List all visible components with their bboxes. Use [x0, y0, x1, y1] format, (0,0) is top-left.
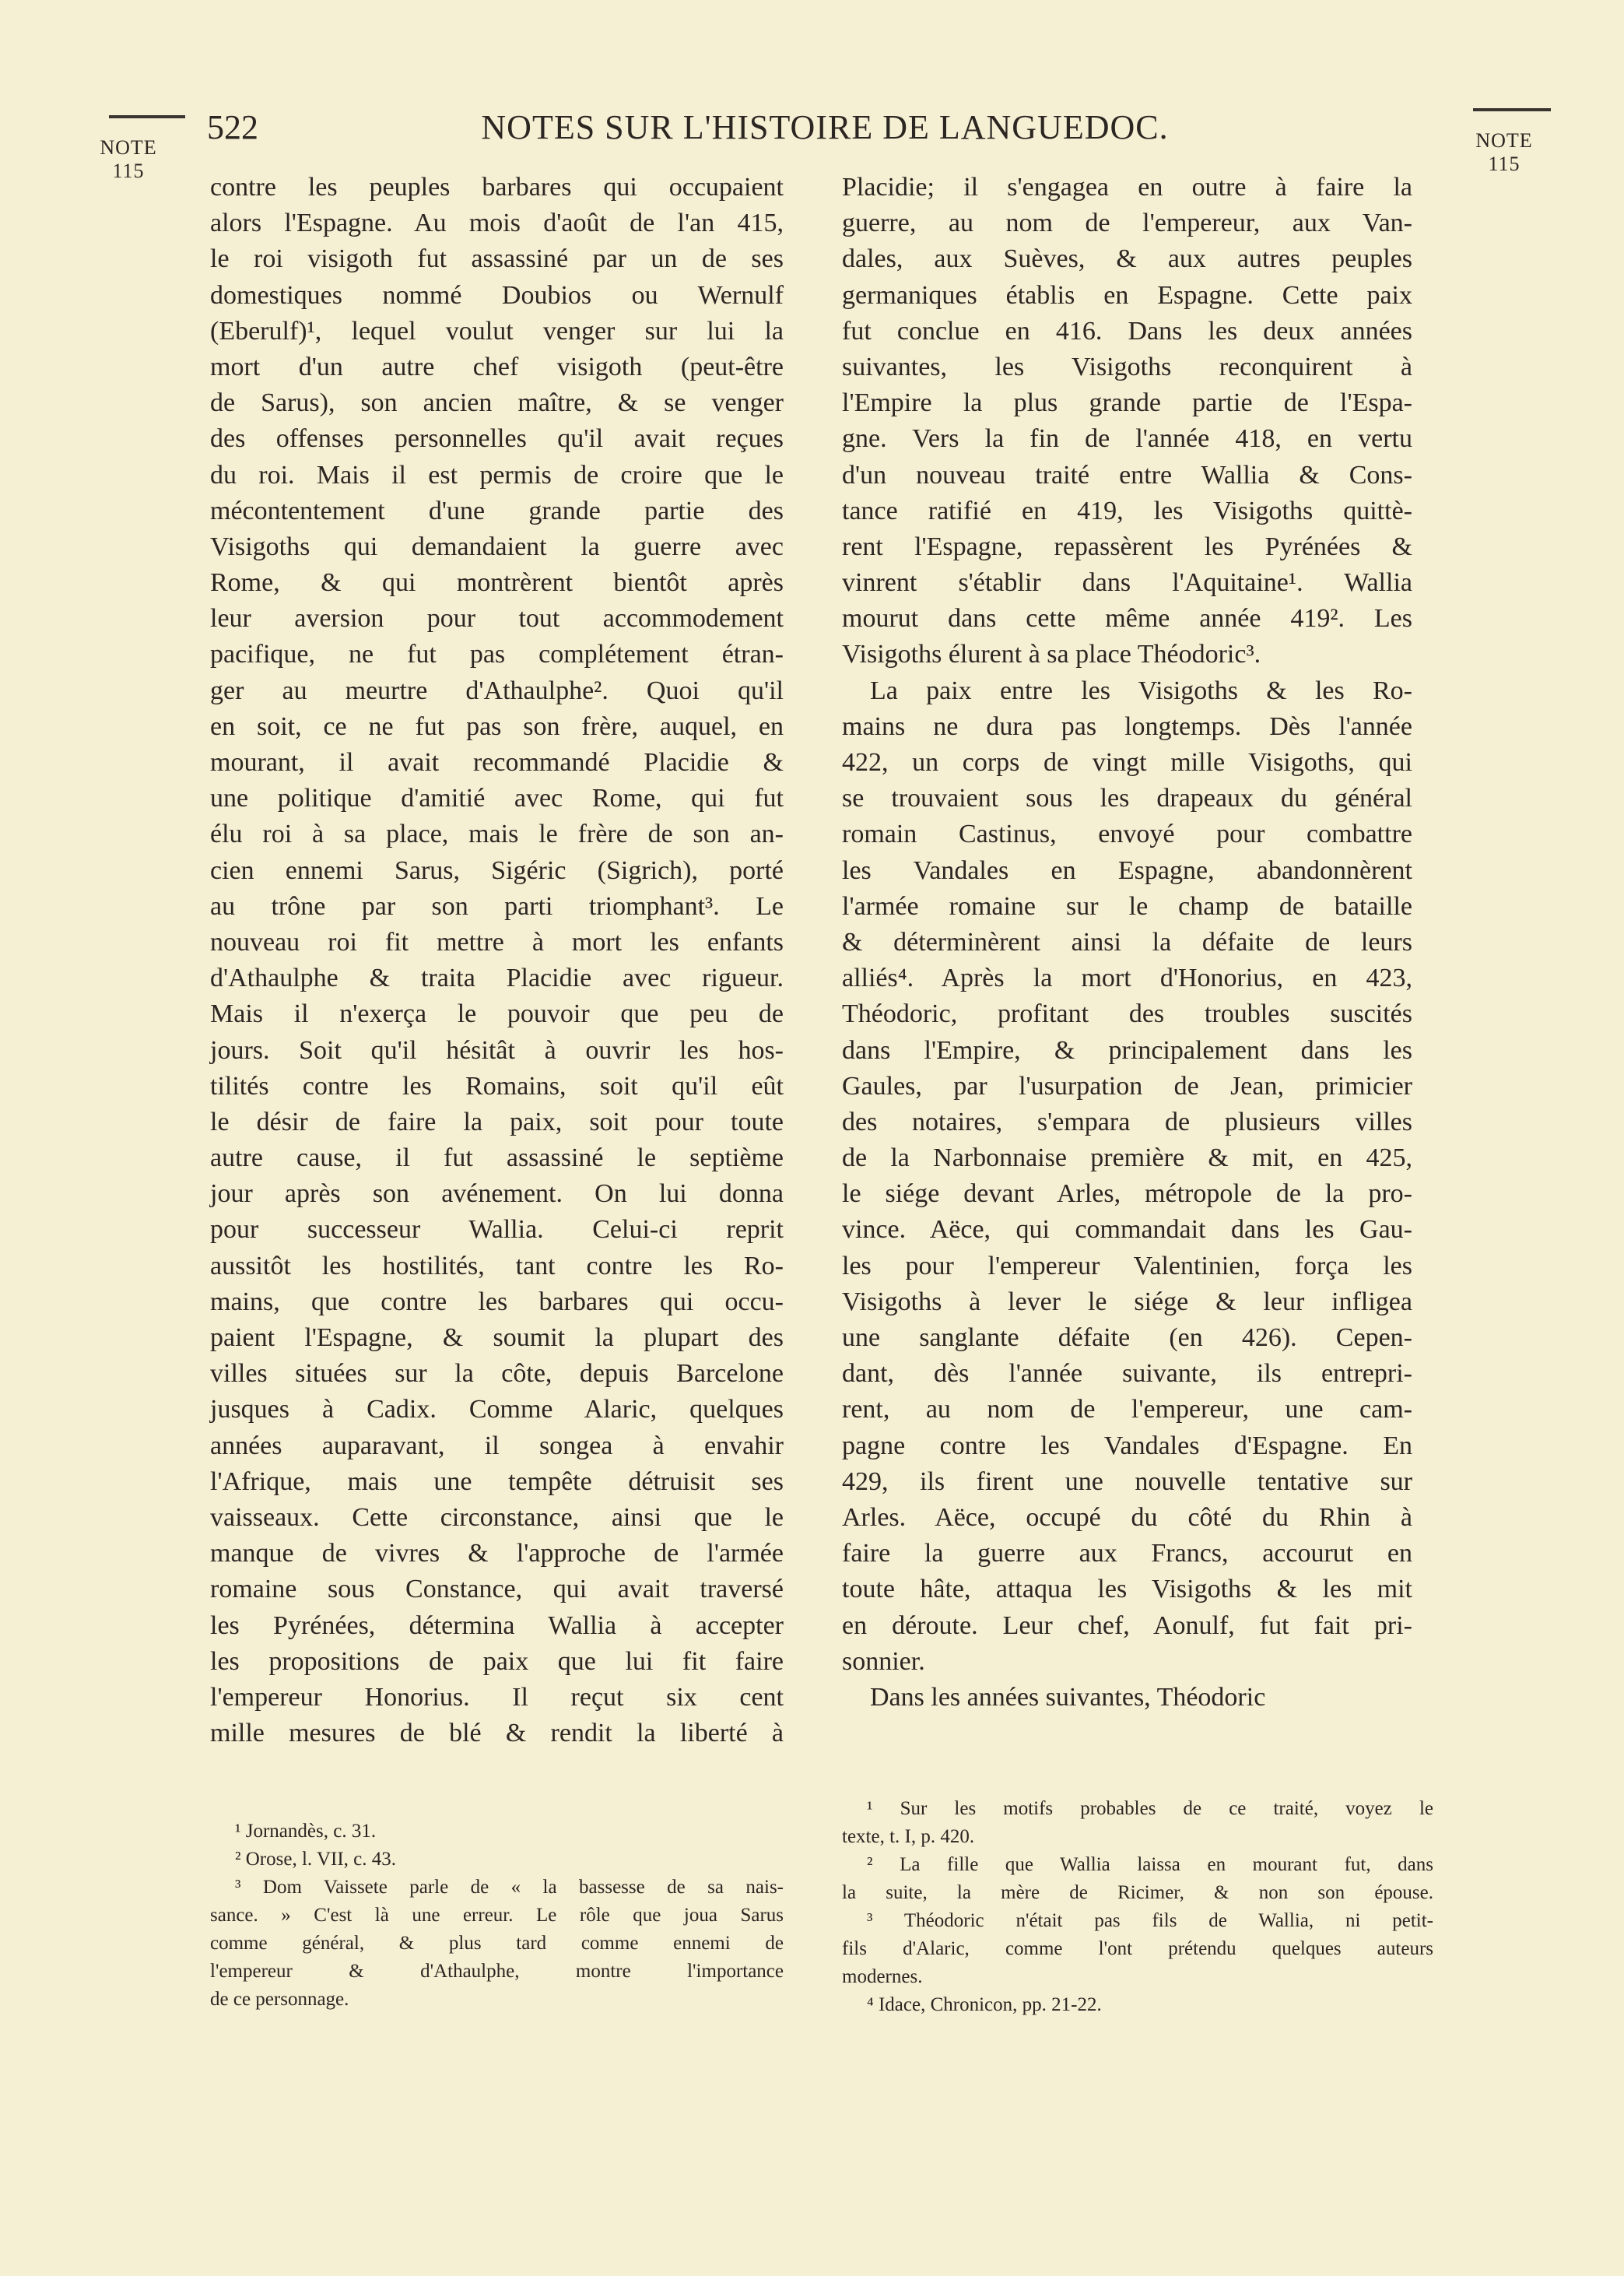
- text-line: autre cause, il fut assassiné le septième: [210, 1143, 784, 1173]
- body-column-left: [210, 170, 784, 1751]
- text-line: sonnier.: [842, 1646, 925, 1676]
- text-line: (Eberulf)¹, lequel voulut venger sur lui la: [210, 316, 784, 346]
- footnote-line: ¹ Sur les motifs probables de ce traité, voyez le: [867, 1798, 1433, 1819]
- text-line: gne. Vers la fin de l'année 418, en vertu: [842, 424, 1412, 454]
- margin-note-number: 115: [112, 160, 145, 182]
- text-line: dant, dès l'année suivante, ils entrepri-: [842, 1359, 1412, 1389]
- text-line: La paix entre les Visigoths & les Ro-: [870, 676, 1412, 705]
- text-line: Théodoric, profitant des troubles suscités: [842, 999, 1412, 1029]
- footnote-line: ⁴ Idace, Chronicon, pp. 21-22.: [867, 1994, 1102, 2015]
- text-line: mourut dans cette même année 419². Les: [842, 604, 1412, 634]
- text-line: jusques à Cadix. Comme Alaric, quelques: [210, 1395, 784, 1424]
- margin-note-left: [97, 136, 160, 183]
- footnote-line: comme général, & plus tard comme ennemi de: [210, 1933, 784, 1954]
- text-line: contre les peuples barbares qui occupaient: [210, 173, 784, 202]
- text-line: cien ennemi Sarus, Sigéric (Sigrich), porté: [210, 855, 784, 885]
- text-line: pour successeur Wallia. Celui-ci reprit: [210, 1215, 784, 1245]
- text-line: jour après son avénement. On lui donna: [210, 1179, 784, 1209]
- text-line: l'empereur Honorius. Il reçut six cent: [210, 1682, 784, 1712]
- text-line: rent l'Espagne, repassèrent les Pyrénées &: [842, 532, 1412, 561]
- text-line: pacifique, ne fut pas complétement étran-: [210, 640, 784, 669]
- header-rule-left: [109, 115, 185, 118]
- text-line: germaniques établis en Espagne. Cette paix: [842, 280, 1412, 310]
- margin-note-label: NOTE: [1475, 129, 1533, 152]
- text-line: une sanglante défaite (en 426). Cepen-: [842, 1323, 1412, 1352]
- footnote-line: ³ Dom Vaissete parle de « la bassesse de sa nais-: [235, 1877, 784, 1898]
- footnote-line: ³ Théodoric n'était pas fils de Wallia, ni petit-: [867, 1910, 1433, 1931]
- text-line: le siége devant Arles, métropole de la pro-: [842, 1179, 1412, 1209]
- text-line: se trouvaient sous les drapeaux du général: [842, 784, 1412, 813]
- text-line: paient l'Espagne, & soumit la plupart des: [210, 1323, 784, 1352]
- text-line: manque de vivres & l'approche de l'armée: [210, 1539, 784, 1568]
- text-line: le roi visigoth fut assassiné par un de ses: [210, 244, 784, 274]
- text-line: d'Athaulphe & traita Placidie avec rigueur.: [210, 964, 784, 993]
- text-line: mains ne dura pas longtemps. Dès l'année: [842, 711, 1412, 741]
- text-line: vinrent s'établir dans l'Aquitaine¹. Wallia: [842, 568, 1412, 598]
- text-line: vince. Aëce, qui commandait dans les Gau-: [842, 1215, 1412, 1245]
- text-line: aussitôt les hostilités, tant contre les Ro-: [210, 1251, 784, 1280]
- text-line: faire la guerre aux Francs, accourut en: [842, 1539, 1412, 1568]
- text-line: mécontentement d'une grande partie des: [210, 496, 784, 525]
- text-line: les propositions de paix que lui fit faire: [210, 1646, 784, 1676]
- footnote-line: ² La fille que Wallia laissa en mourant fut, dans: [867, 1854, 1433, 1875]
- text-line: en déroute. Leur chef, Aonulf, fut fait pri-: [842, 1610, 1412, 1640]
- text-line: rent, au nom de l'empereur, une cam-: [842, 1395, 1412, 1424]
- text-line: des offenses personnelles qu'il avait reçues: [210, 424, 784, 454]
- text-line: alliés⁴. Après la mort d'Honorius, en 423,: [842, 964, 1412, 993]
- text-line: villes situées sur la côte, depuis Barcelone: [210, 1359, 784, 1389]
- text-line: Dans les années suivantes, Théodoric: [870, 1682, 1266, 1712]
- text-line: l'armée romaine sur le champ de bataille: [842, 891, 1412, 921]
- text-line: tance ratifié en 419, les Visigoths quittè-: [842, 496, 1412, 525]
- footnotes-left: [210, 1818, 784, 2014]
- text-line: alors l'Espagne. Au mois d'août de l'an 415,: [210, 209, 784, 238]
- text-line: tilités contre les Romains, soit qu'il eût: [210, 1071, 784, 1101]
- margin-note-number: 115: [1488, 153, 1521, 175]
- footnote-line: modernes.: [842, 1966, 923, 1987]
- text-line: années auparavant, il songea à envahir: [210, 1431, 784, 1460]
- margin-note-right: [1473, 129, 1535, 176]
- text-line: dans l'Empire, & principalement dans les: [842, 1035, 1412, 1065]
- text-line: & déterminèrent ainsi la défaite de leurs: [842, 927, 1412, 957]
- text-line: de Sarus), son ancien maître, & se venger: [210, 388, 784, 418]
- text-line: leur aversion pour tout accommodement: [210, 604, 784, 634]
- footnote-line: de ce personnage.: [210, 1989, 349, 2010]
- text-line: des notaires, s'empara de plusieurs villes: [842, 1107, 1412, 1136]
- text-line: Mais il n'exerça le pouvoir que peu de: [210, 999, 784, 1029]
- page-title: NOTES SUR L'HISTOIRE DE LANGUEDOC.: [481, 108, 1169, 146]
- text-line: Gaules, par l'usurpation de Jean, primicier: [842, 1071, 1412, 1101]
- text-line: pagne contre les Vandales d'Espagne. En: [842, 1431, 1412, 1460]
- text-line: 422, un corps de vingt mille Visigoths, qui: [842, 748, 1412, 777]
- text-line: toute hâte, attaqua les Visigoths & les mit: [842, 1575, 1412, 1604]
- footnote-line: ² Orose, l. VII, c. 43.: [235, 1849, 396, 1870]
- text-line: en soit, ce ne fut pas son frère, auquel, en: [210, 711, 784, 741]
- text-line: ger au meurtre d'Athaulphe². Quoi qu'il: [210, 676, 784, 705]
- text-line: au trône par son parti triomphant³. Le: [210, 891, 784, 921]
- text-line: fut conclue en 416. Dans les deux années: [842, 316, 1412, 346]
- text-line: Visigoths à lever le siége & leur infligea: [842, 1287, 1412, 1316]
- text-line: les Vandales en Espagne, abandonnèrent: [842, 855, 1412, 885]
- text-line: élu roi à sa place, mais le frère de son an-: [210, 820, 784, 849]
- text-line: Visigoths qui demandaient la guerre avec: [210, 532, 784, 561]
- text-line: Rome, & qui montrèrent bientôt après: [210, 568, 784, 598]
- margin-note-label: NOTE: [100, 136, 157, 159]
- text-line: jours. Soit qu'il hésitât à ouvrir les hos-: [210, 1035, 784, 1065]
- text-line: Arles. Aëce, occupé du côté du Rhin à: [842, 1502, 1412, 1532]
- text-line: l'Afrique, mais une tempête détruisit ses: [210, 1466, 784, 1496]
- text-line: romain Castinus, envoyé pour combattre: [842, 820, 1412, 849]
- text-line: mille mesures de blé & rendit la liberté à: [210, 1719, 784, 1748]
- text-line: domestiques nommé Doubios ou Wernulf: [210, 280, 784, 310]
- text-line: 429, ils firent une nouvelle tentative sur: [842, 1466, 1412, 1496]
- text-line: les Pyrénées, détermina Wallia à accepter: [210, 1610, 784, 1640]
- text-line: vaisseaux. Cette circonstance, ainsi que le: [210, 1502, 784, 1532]
- footnote-line: l'empereur & d'Athaulphe, montre l'importance: [210, 1961, 784, 1982]
- footnote-line: la suite, la mère de Ricimer, & non son épouse.: [842, 1882, 1433, 1903]
- text-line: du roi. Mais il est permis de croire que le: [210, 460, 784, 490]
- text-line: mort d'un autre chef visigoth (peut-être: [210, 352, 784, 381]
- text-line: mains, que contre les barbares qui occu-: [210, 1287, 784, 1316]
- text-line: les pour l'empereur Valentinien, força les: [842, 1251, 1412, 1280]
- text-line: une politique d'amitié avec Rome, qui fut: [210, 784, 784, 813]
- text-line: romaine sous Constance, qui avait traversé: [210, 1575, 784, 1604]
- footnote-line: sance. » C'est là une erreur. Le rôle que joua Sarus: [210, 1905, 784, 1926]
- text-line: d'un nouveau traité entre Wallia & Cons-: [842, 460, 1412, 490]
- text-line: de la Narbonnaise première & mit, en 425,: [842, 1143, 1412, 1173]
- text-line: Placidie; il s'engagea en outre à faire la: [842, 173, 1412, 202]
- text-line: guerre, au nom de l'empereur, aux Van-: [842, 209, 1412, 238]
- text-line: dales, aux Suèves, & aux autres peuples: [842, 244, 1412, 274]
- header-rule-right: [1473, 108, 1551, 111]
- text-line: suivantes, les Visigoths reconquirent à: [842, 352, 1412, 381]
- footnote-line: ¹ Jornandès, c. 31.: [235, 1821, 377, 1842]
- footnote-line: texte, t. I, p. 420.: [842, 1826, 975, 1847]
- text-line: le désir de faire la paix, soit pour toute: [210, 1107, 784, 1136]
- body-column-right: [842, 170, 1412, 1716]
- text-line: nouveau roi fit mettre à mort les enfants: [210, 927, 784, 957]
- footnotes-right: [842, 1795, 1433, 2019]
- page-number: 522: [207, 108, 258, 146]
- text-line: Visigoths élurent à sa place Théodoric³.: [842, 640, 1261, 669]
- footnote-line: fils d'Alaric, comme l'ont prétendu quelques auteurs: [842, 1938, 1433, 1959]
- text-line: mourant, il avait recommandé Placidie &: [210, 748, 784, 777]
- text-line: l'Empire la plus grande partie de l'Espa-: [842, 388, 1412, 418]
